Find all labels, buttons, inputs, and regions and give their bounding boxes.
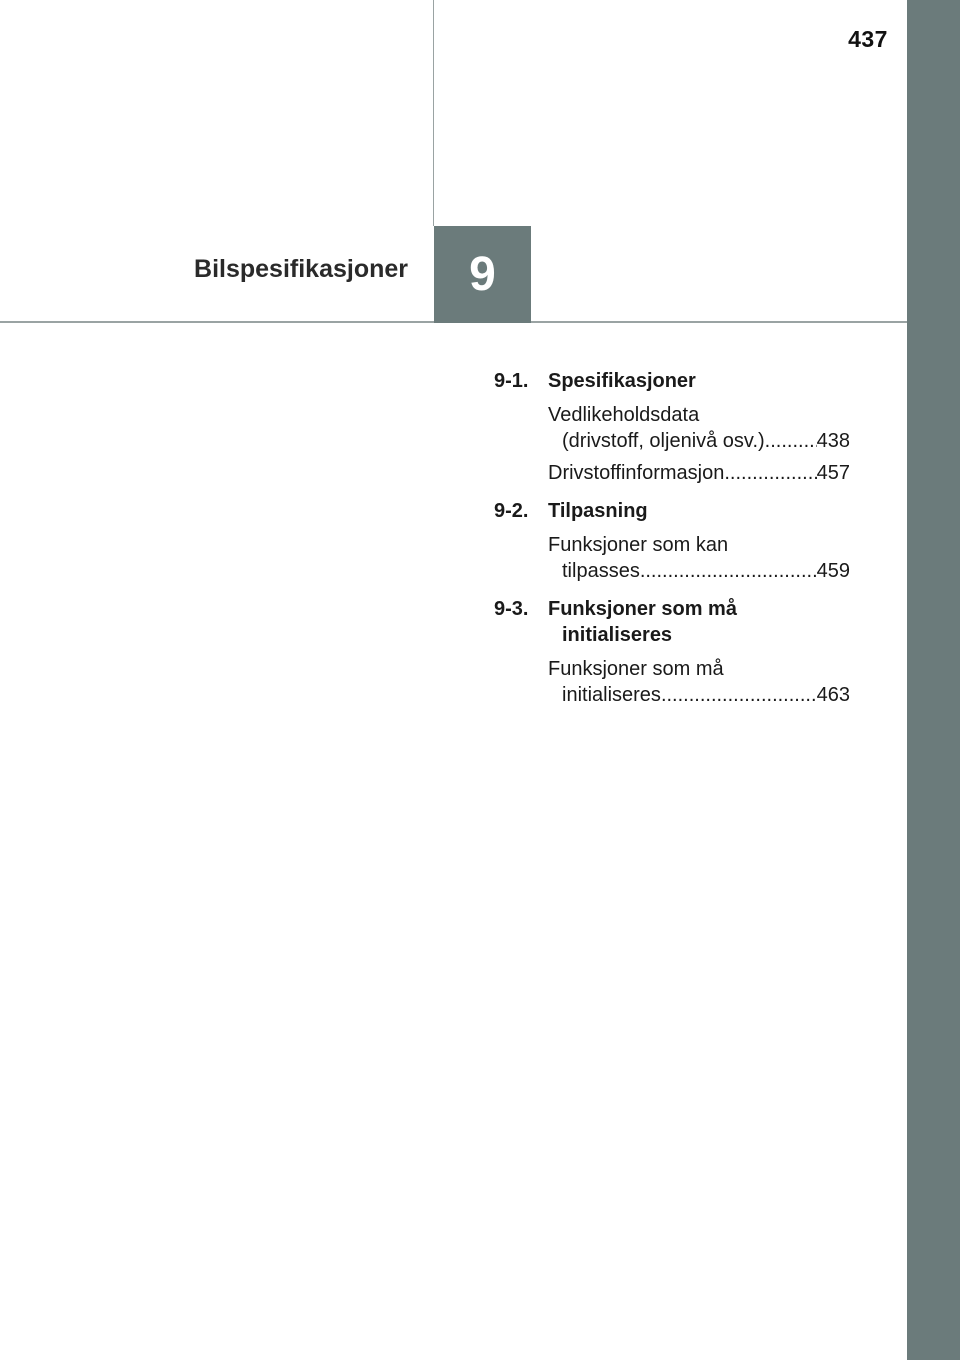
section-title-line2: initialiseres (562, 624, 673, 646)
entry-page: 438 (816, 430, 850, 452)
toc-entry-funksjoner-som-kan-tilpasses[interactable] (548, 532, 850, 584)
page-number: 437 (848, 26, 888, 52)
entry-text-line1: Funksjoner som kan (548, 534, 729, 556)
toc-entry-funksjoner-som-maa-initialiseres[interactable] (548, 656, 850, 708)
section-number: 9-3. (494, 598, 529, 620)
section-number: 9-2. (494, 500, 529, 522)
entry-page: 459 (816, 560, 850, 582)
header-vertical-rule (433, 0, 434, 226)
leader-dots (765, 428, 817, 454)
section-title (548, 596, 850, 648)
entry-text-line2: tilpasses (562, 560, 640, 582)
side-tab (907, 0, 960, 1360)
toc-section-9-3[interactable] (494, 596, 850, 648)
chapter-number-box (434, 226, 531, 323)
entry-page: 463 (816, 684, 850, 706)
entry-text-line1: Vedlikeholdsdata (548, 404, 700, 426)
chapter-title: Bilspesifikasjoner (194, 255, 408, 283)
toc-entry-vedlikeholdsdata[interactable] (548, 402, 850, 454)
section-title-line1: Funksjoner som må (548, 598, 737, 620)
entry-page: 457 (816, 462, 850, 484)
toc-entry-drivstoffinformasjon[interactable] (548, 460, 850, 486)
table-of-contents (494, 368, 850, 714)
leader-dots (640, 558, 817, 584)
section-title: Tilpasning (548, 500, 648, 522)
leader-dots (724, 460, 816, 486)
section-title: Spesifikasjoner (548, 370, 696, 392)
entry-text-line1: Funksjoner som må (548, 658, 724, 680)
entry-text-line2: initialiseres (562, 684, 661, 706)
entry-text-line1: Drivstoffinformasjon (548, 462, 725, 484)
toc-section-9-1[interactable] (494, 368, 850, 394)
section-number: 9-1. (494, 370, 529, 392)
leader-dots (661, 682, 817, 708)
toc-section-9-2[interactable] (494, 498, 850, 524)
entry-text-line2: (drivstoff, oljenivå osv.) (562, 430, 765, 452)
chapter-number: 9 (469, 248, 496, 301)
